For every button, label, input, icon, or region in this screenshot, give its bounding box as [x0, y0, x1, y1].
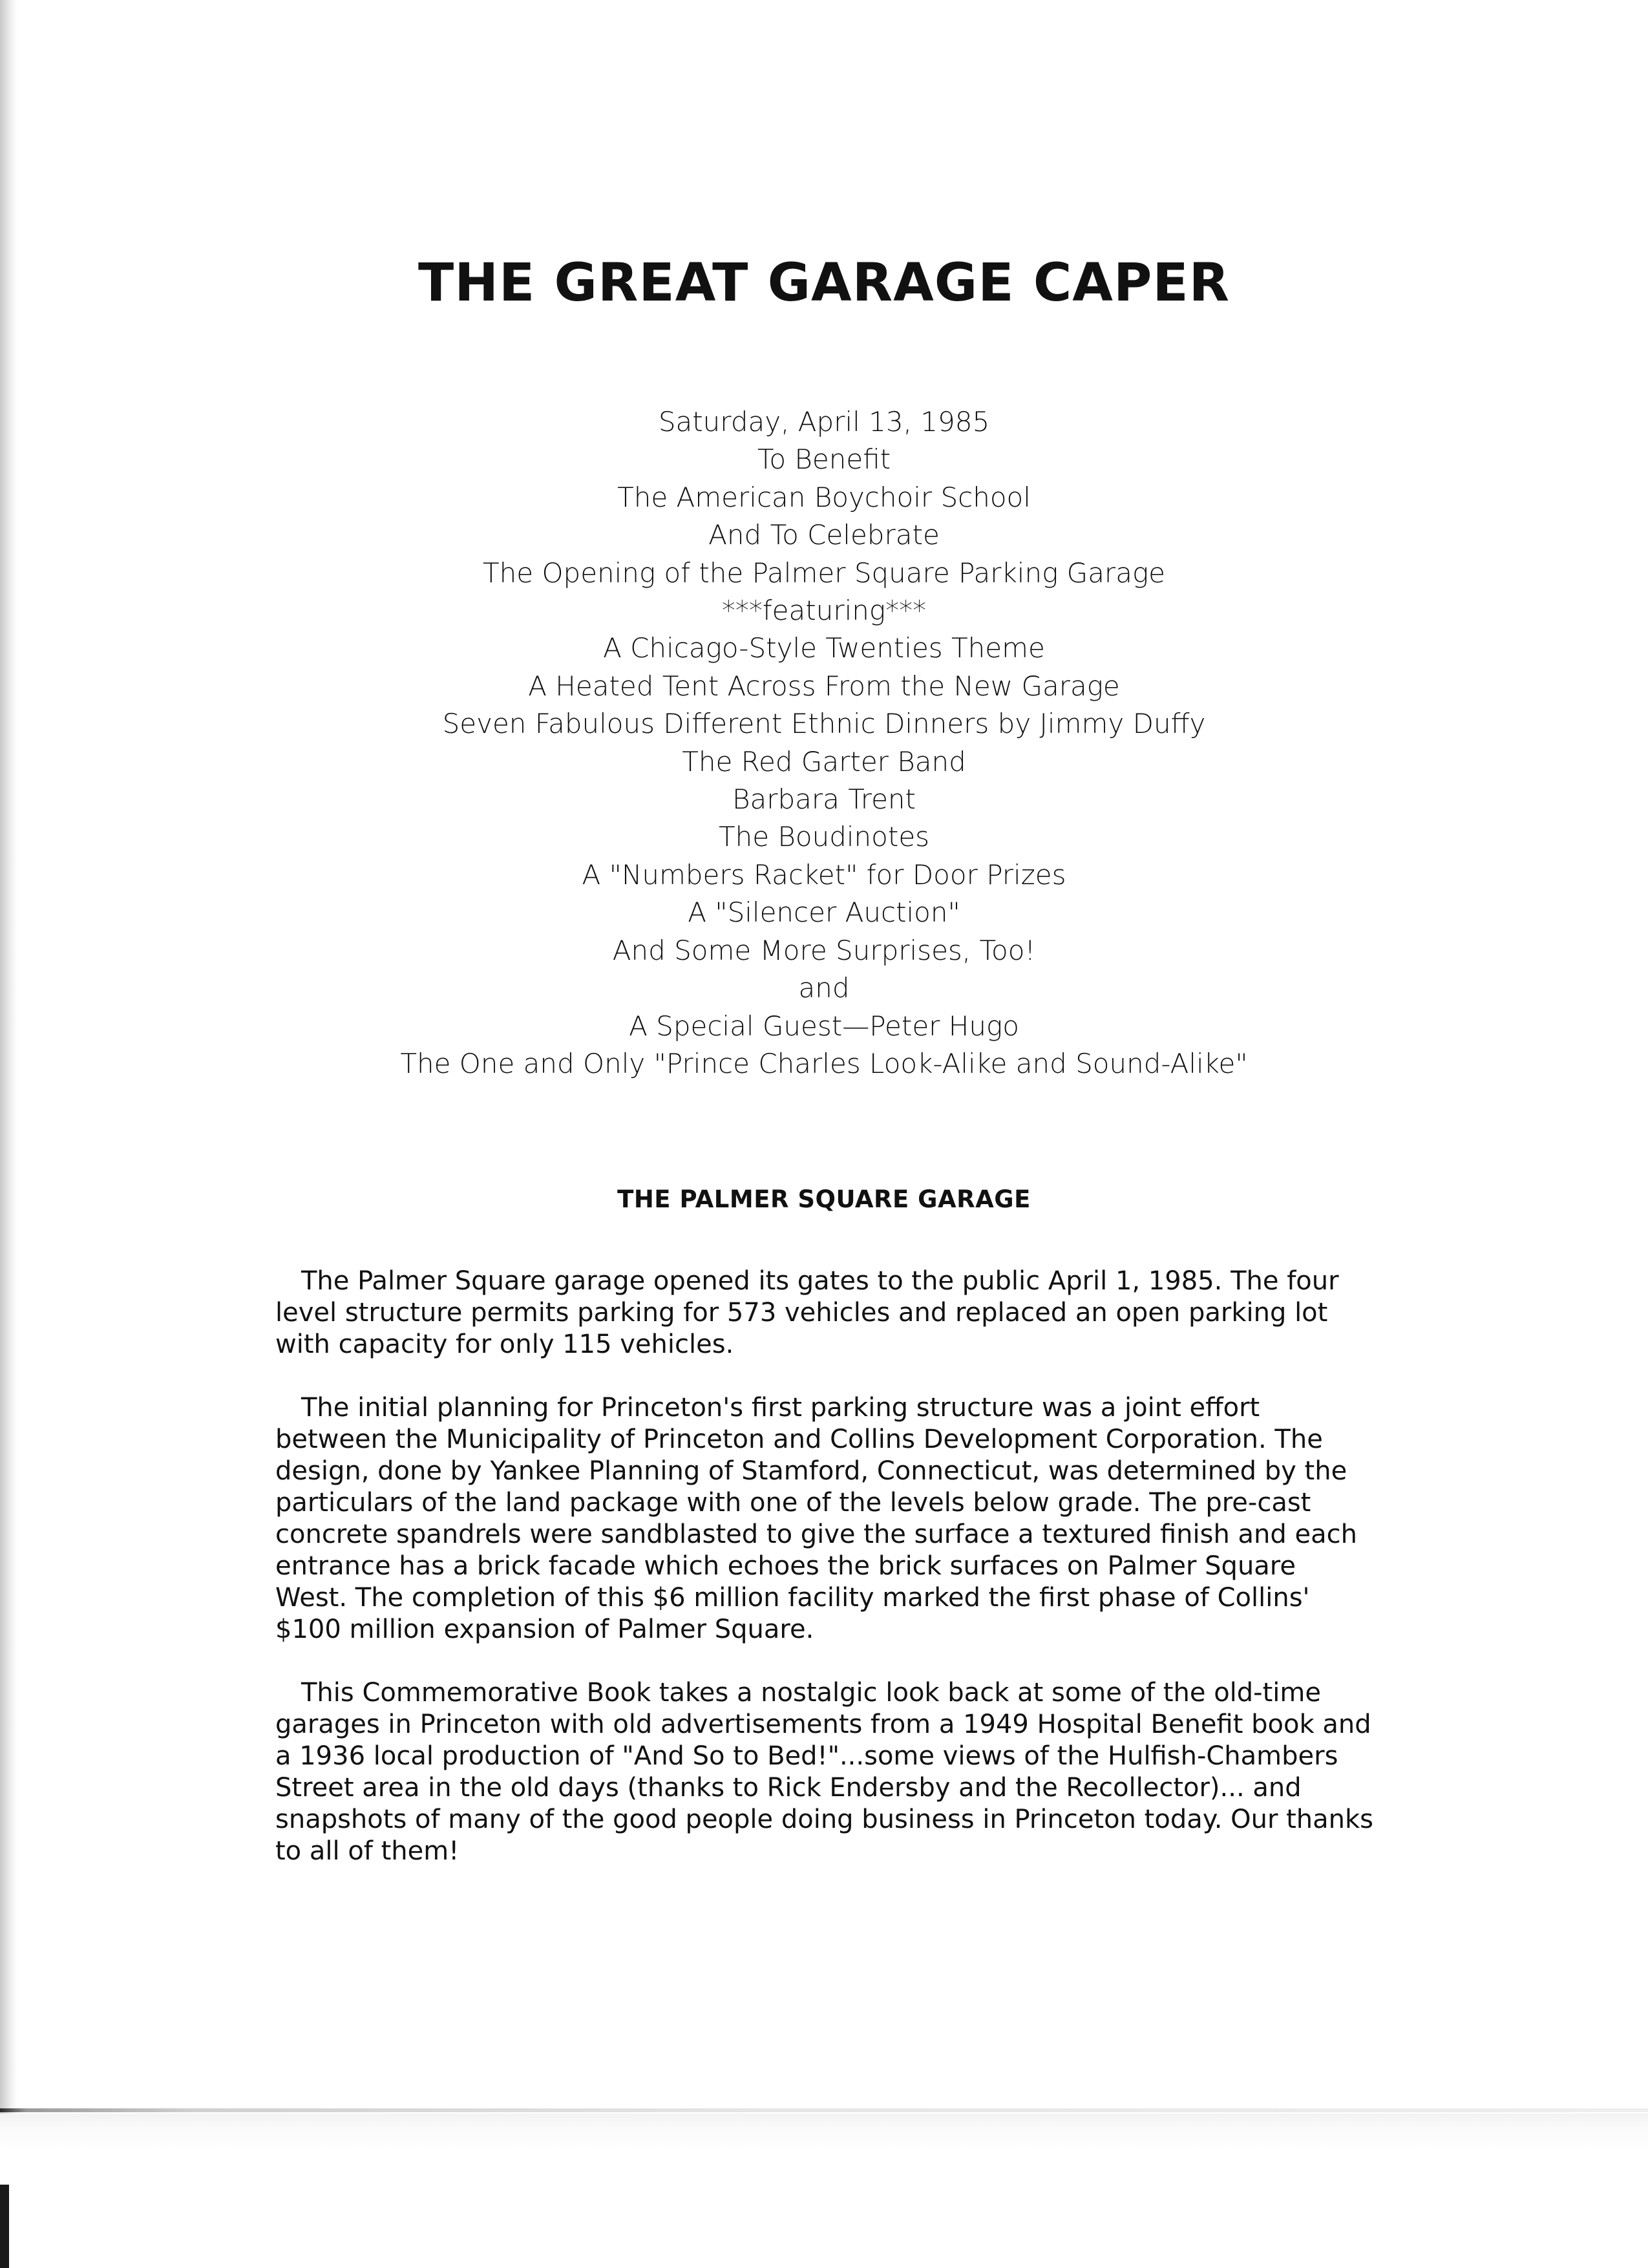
paragraph: This Commemorative Book takes a nostalgic look back at some of the old-time garages in Princeton with old advertisements from a 1949 Hospital Benefit book and a 1936 local production of "And So to Bed!"...some views of the Hulfish-Chambers Street area in the old days (thanks to Rick Endersby and the Recollector)... and snapshots of many of the good people doing business in Princeton today. Our thanks to all of them!	[275, 1678, 1374, 1866]
program-line: The Opening of the Palmer Square Parking Garage	[483, 556, 1165, 589]
program-line: A Special Guest—Peter Hugo	[629, 1010, 1019, 1042]
program-line: and	[798, 972, 850, 1004]
event-program-list	[0, 403, 1648, 1083]
paragraph: The initial planning for Princeton's first parking structure was a joint effort between the Municipality of Princeton and Collins Development Corporation. The design, done by Yankee Planning of Stamford, Connecticut, was determined by the particulars of the land package with one of the levels below grade. The pre-cast concrete spandrels were sandblasted to give the surface a textured finish and each entrance has a brick facade which echoes the brick surfaces on Palmer Square West. The completion of this $6 million facility marked the first phase of Collins' $100 million expansion of Palmer Square.	[275, 1393, 1357, 1644]
program-line: The Boudinotes	[718, 821, 930, 853]
program-line: ***featuring***	[721, 595, 927, 627]
page-bottom-margin	[0, 2114, 1648, 2268]
paragraph: The Palmer Square garage opened its gates to the public April 1, 1985. The four level structure permits parking for 573 vehicles and replaced an open parking lot with capacity for only 115 vehicles.	[275, 1266, 1339, 1359]
program-line: A "Silencer Auction"	[688, 896, 960, 929]
program-line: Saturday, April 13, 1985	[658, 406, 990, 438]
program-line: And Some More Surprises, Too!	[612, 934, 1036, 966]
section-heading: THE PALMER SQUARE GARAGE	[617, 1185, 1031, 1213]
scan-corner-shadow	[0, 2185, 9, 2268]
program-line: And To Celebrate	[708, 519, 940, 551]
program-line: Seven Fabulous Different Ethnic Dinners by Jimmy Duffy	[442, 708, 1206, 740]
program-line: To Benefit	[757, 443, 891, 476]
page-bottom-edge	[0, 2108, 1648, 2112]
body-text	[275, 1266, 1374, 1899]
program-line: A Heated Tent Across From the New Garage	[528, 670, 1120, 702]
program-line: The American Boychoir School	[617, 481, 1031, 513]
program-line: The One and Only "Prince Charles Look-Alike and Sound-Alike"	[400, 1047, 1248, 1079]
program-line: Barbara Trent	[732, 783, 916, 816]
program-line: A Chicago-Style Twenties Theme	[603, 632, 1045, 664]
page-binding-shadow	[0, 0, 17, 2268]
program-line: The Red Garter Band	[682, 745, 966, 778]
program-line: A "Numbers Racket" for Door Prizes	[582, 858, 1066, 891]
page-title: THE GREAT GARAGE CAPER	[417, 253, 1231, 313]
